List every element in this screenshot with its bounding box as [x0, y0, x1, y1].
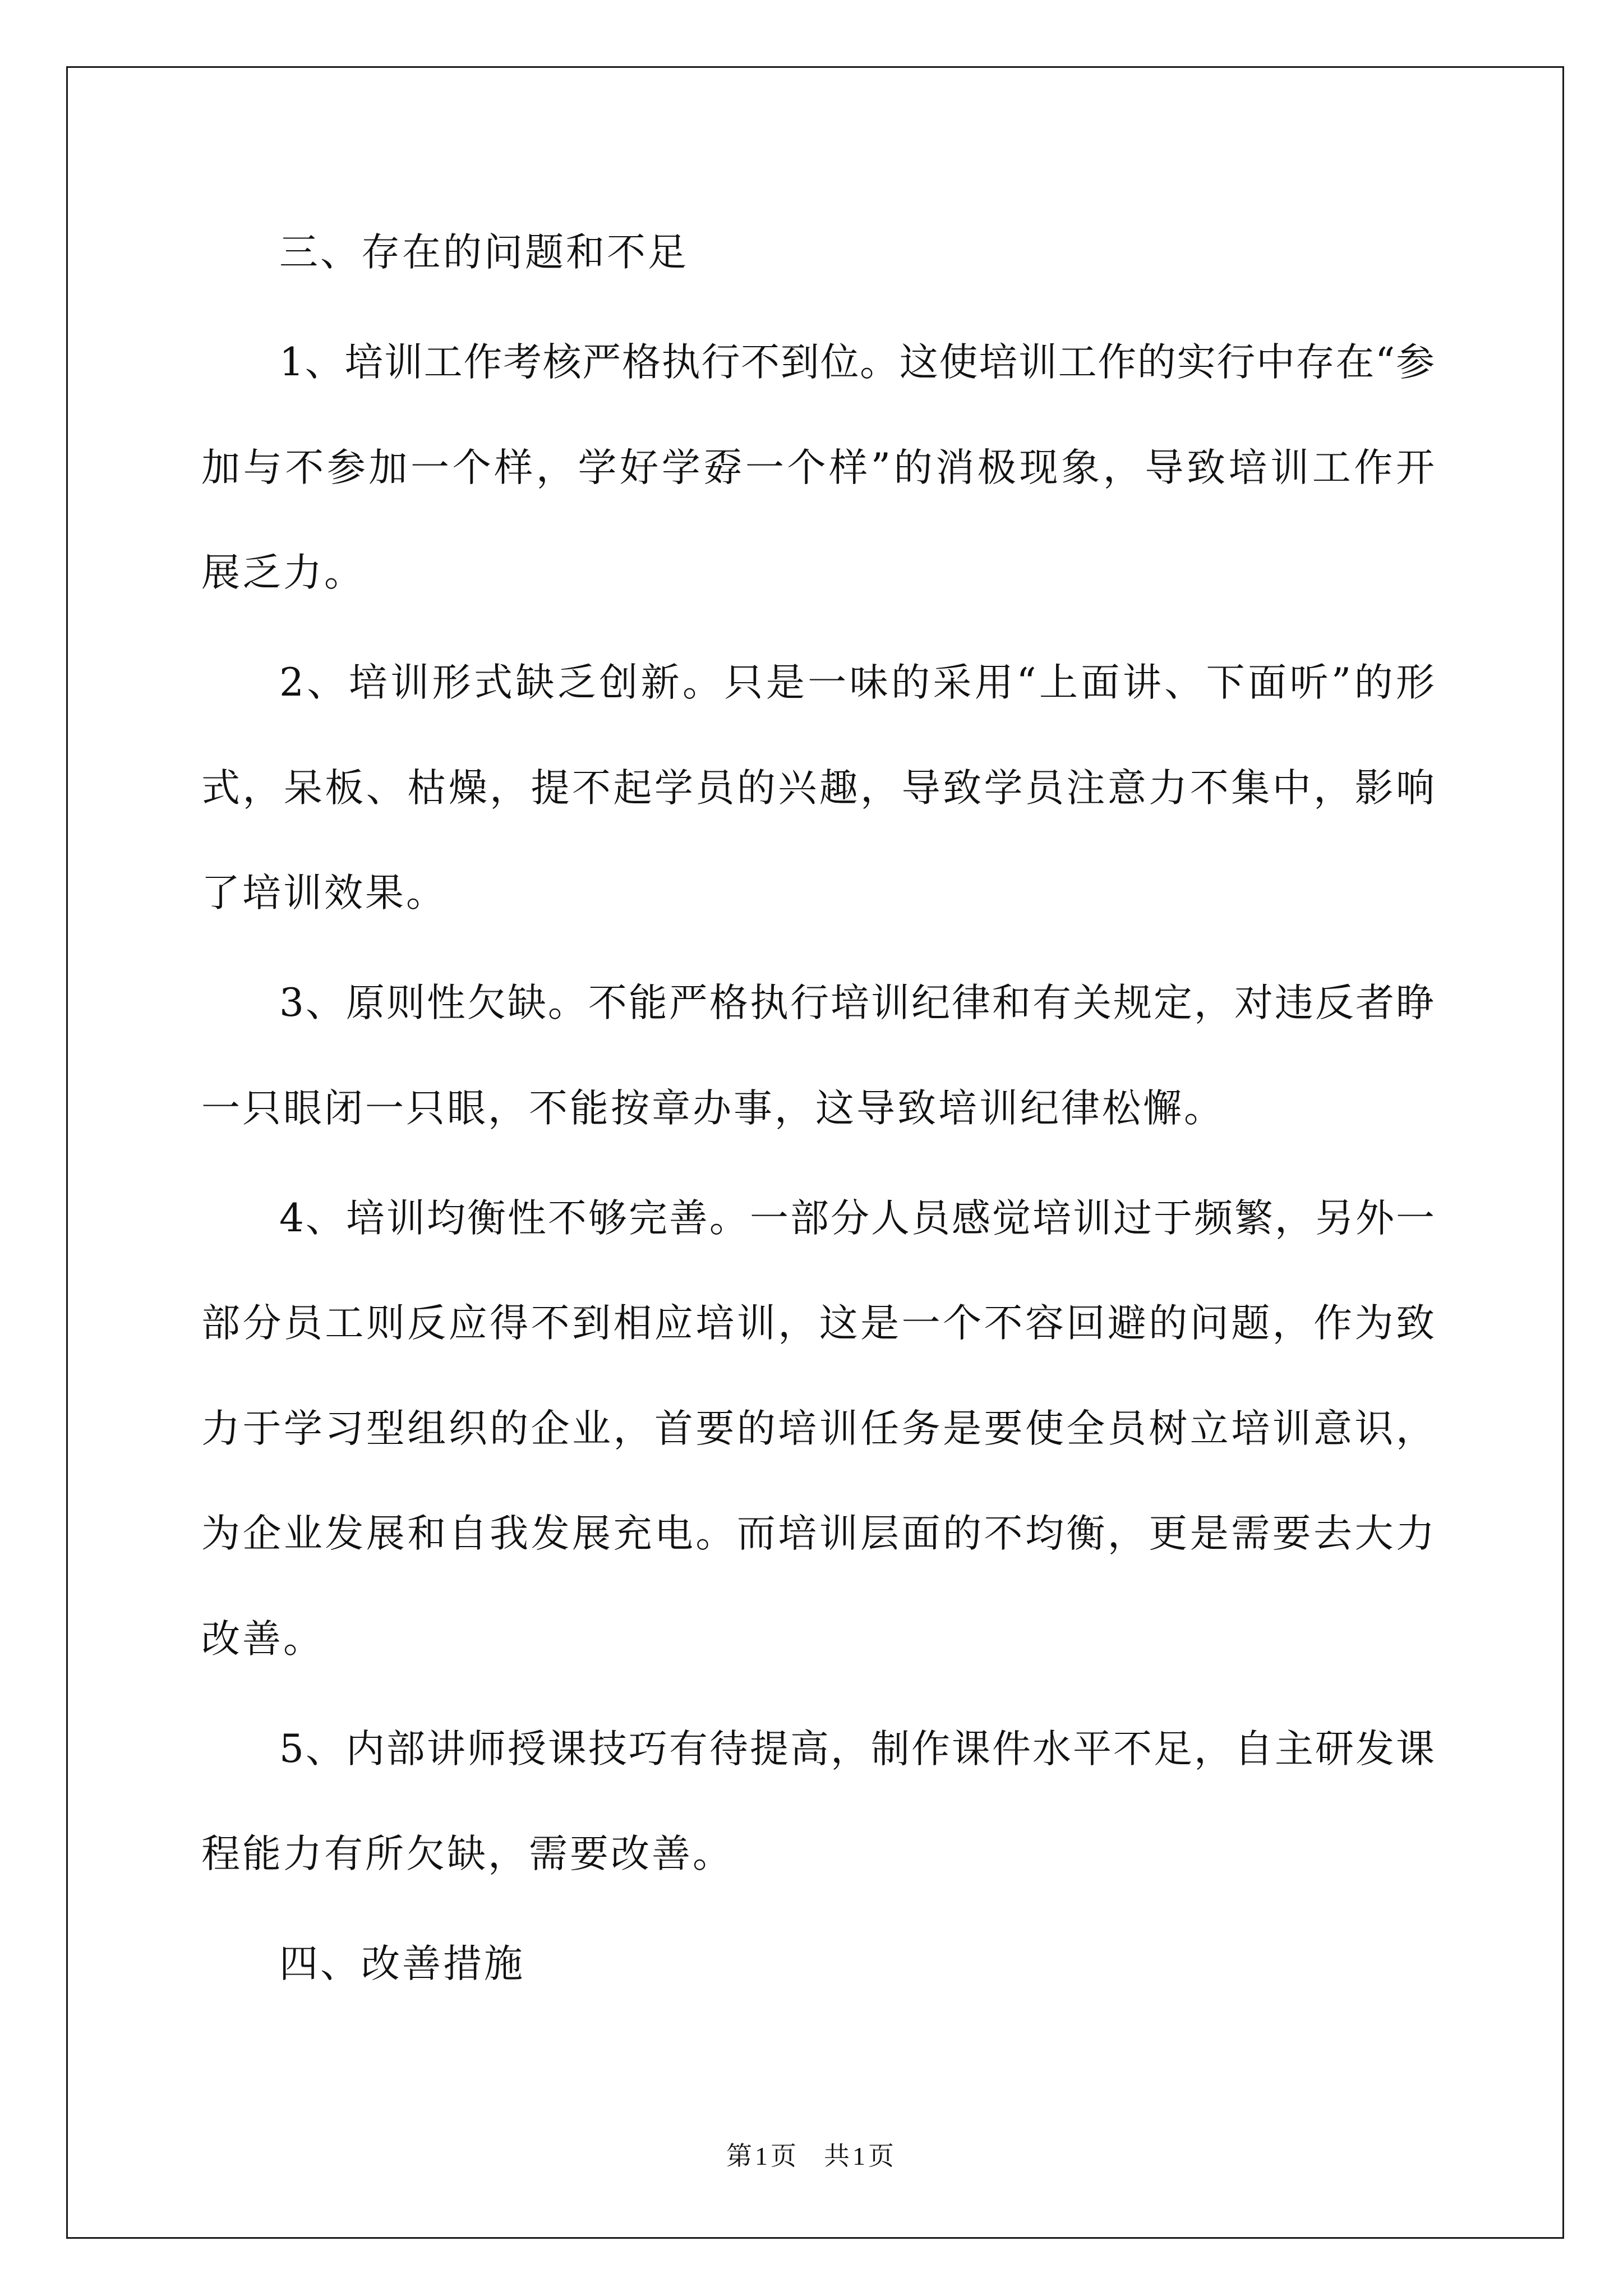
- paragraph-line: 3、原则性欠缺。不能严格执行培训纪律和有关规定，对违反者睁: [279, 981, 1435, 1025]
- paragraph-line: 力于学习型组织的企业，首要的培训任务是要使全员树立培训意识，: [201, 1406, 1435, 1451]
- page-number: 第1页: [726, 2142, 799, 2170]
- document-body: [201, 200, 1435, 2017]
- paragraph-line: 式，呆板、枯燥，提不起学员的兴趣，导致学员注意力不集中，影响: [201, 765, 1435, 811]
- paragraph-line: 加与不参加一个样，学好学孬一个样”的消极现象，导致培训工作开: [201, 445, 1435, 490]
- paragraph-line: 程能力有所欠缺，需要改善。: [201, 1832, 734, 1876]
- paragraph-line: 改善。: [201, 1616, 324, 1662]
- section-heading: 四、改善措施: [279, 1941, 525, 1986]
- paragraph-line: 5、内部讲师授课技巧有待提高，制作课件水平不足，自主研发课: [279, 1726, 1435, 1772]
- paragraph-line: 4、培训均衡性不够完善。一部分人员感觉培训过于频繁，另外一: [279, 1195, 1435, 1241]
- paragraph: [201, 1697, 1435, 1907]
- paragraph-line: 部分员工则反应得不到相应培训，这是一个不容回避的问题，作为致: [201, 1301, 1435, 1346]
- paragraph: [201, 310, 1435, 626]
- paragraph-line: 了培训效果。: [201, 871, 447, 915]
- page-footer: [0, 2139, 1623, 2173]
- paragraph-line: 一只眼闭一只眼，不能按章办事，这导致培训纪律松懈。: [201, 1085, 1225, 1131]
- paragraph-line: 展乏力。: [201, 550, 365, 595]
- paragraph: [201, 631, 1435, 946]
- paragraph: [201, 951, 1435, 1161]
- paragraph-line: 为企业发展和自我发展充电。而培训层面的不均衡，更是需要去大力: [201, 1511, 1435, 1556]
- page-total: 共1页: [824, 2142, 897, 2170]
- paragraph-line: 2、培训形式缺乏创新。只是一味的采用“上面讲、下面听”的形: [279, 660, 1435, 705]
- paragraph: [201, 1166, 1435, 1692]
- paragraph-line: 1、培训工作考核严格执行不到位。这使培训工作的实行中存在“参: [279, 340, 1435, 385]
- section-heading: 三、存在的问题和不足: [279, 230, 689, 275]
